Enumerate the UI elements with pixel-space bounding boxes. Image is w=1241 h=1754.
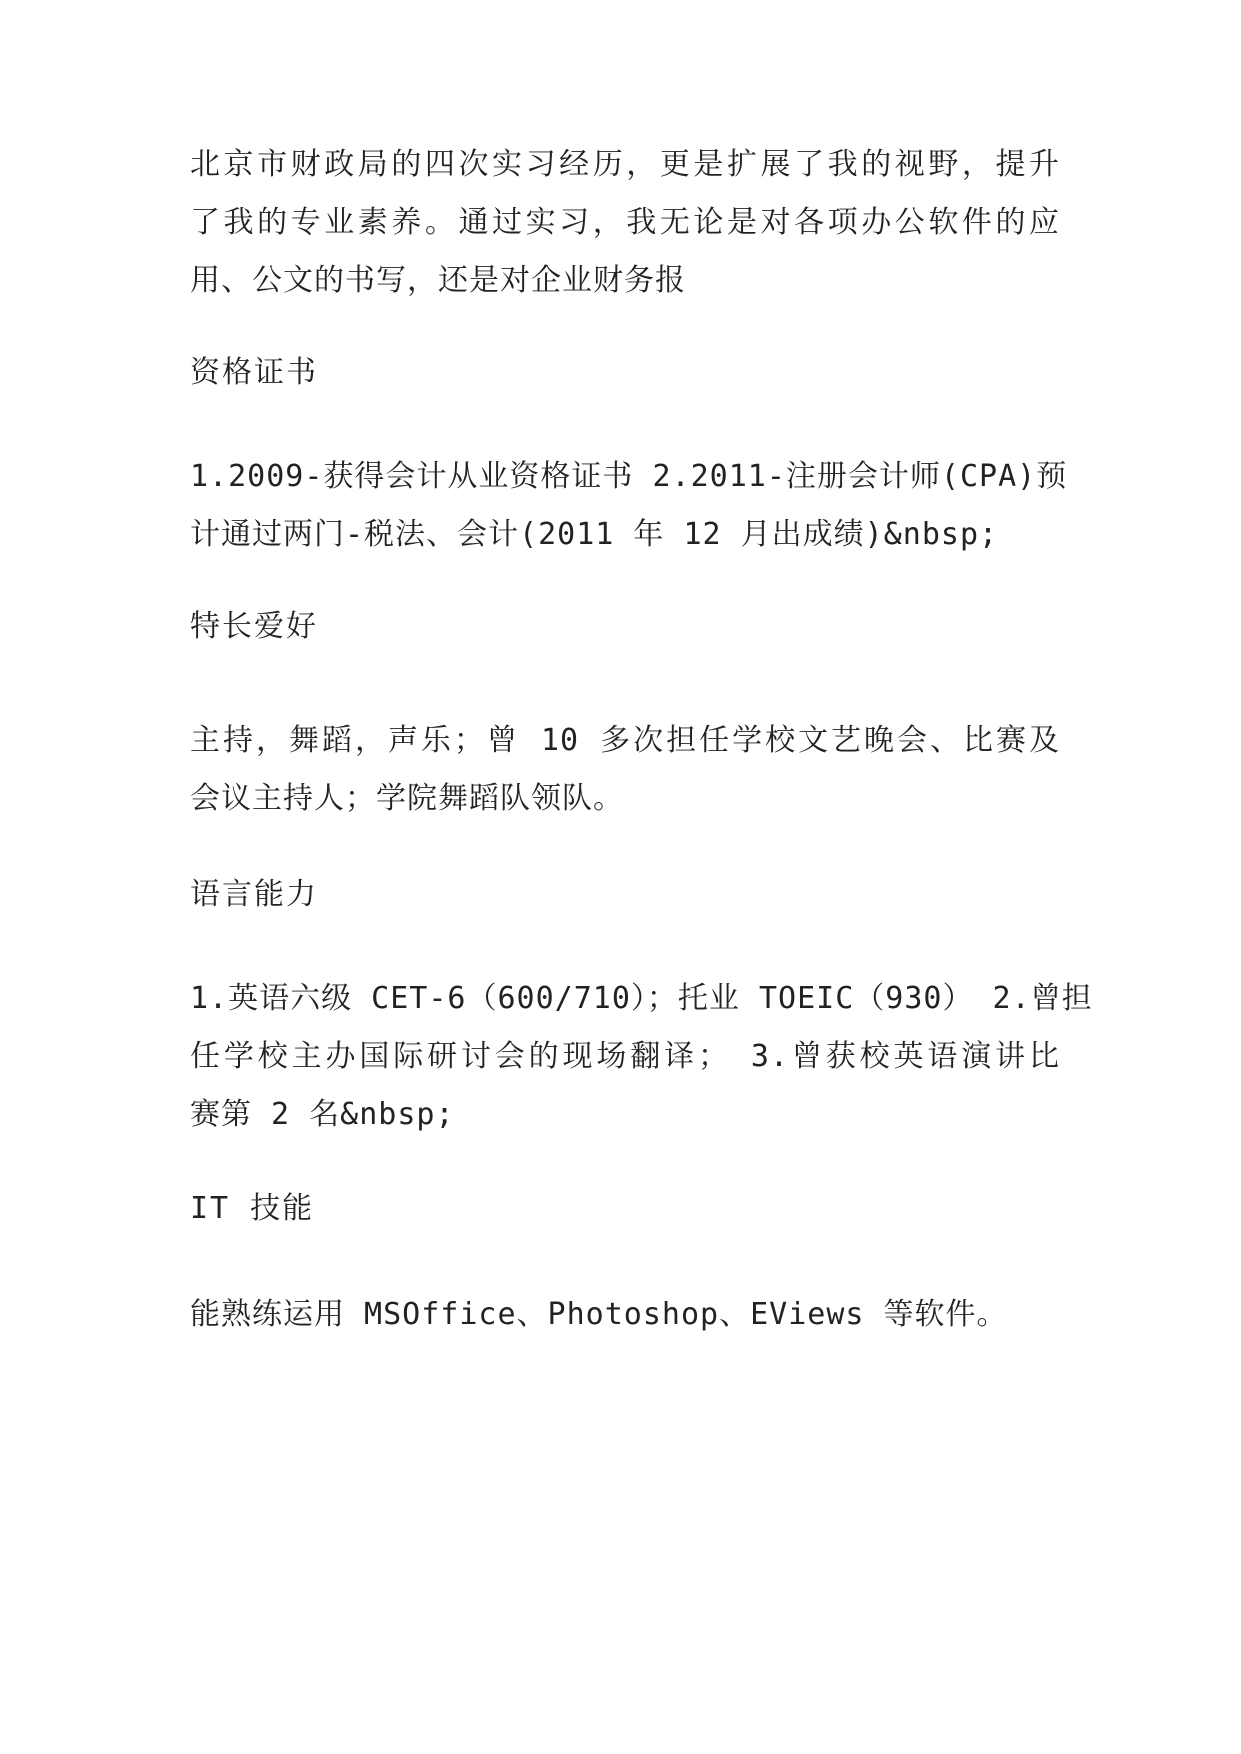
text-line: 主持，舞蹈，声乐；曾 10 多次担任学校文艺晚会、比赛及 — [190, 723, 1060, 758]
heading-language: 语言能力 — [190, 877, 318, 912]
text-line: 会议主持人；学院舞蹈队领队。 — [190, 781, 624, 816]
text-line: 北京市财政局的四次实习经历，更是扩展了我的视野，提升 — [190, 147, 1060, 182]
text-line: 1.2009-获得会计从业资格证书 2.2011-注册会计师(CPA)预 — [190, 459, 1068, 494]
heading-it-skills: IT 技能 — [190, 1191, 315, 1226]
text-line: 了我的专业素养。通过实习，我无论是对各项办公软件的应 — [190, 205, 1060, 240]
heading-hobbies: 特长爱好 — [190, 609, 318, 644]
language-paragraph — [190, 970, 1093, 1144]
text-line: 用、公文的书写，还是对企业财务报 — [190, 263, 686, 298]
it-skills-paragraph — [190, 1286, 1060, 1344]
certificates-paragraph — [190, 448, 1068, 564]
text-line: 任学校主办国际研讨会的现场翻译； 3.曾获校英语演讲比 — [190, 1039, 1060, 1074]
hobbies-paragraph — [190, 712, 1060, 828]
internship-paragraph — [190, 136, 1060, 310]
text-line: 能熟练运用 MSOffice、Photoshop、EViews 等软件。 — [190, 1297, 1008, 1332]
text-line: 1.英语六级 CET-6（600/710）；托业 TOEIC（930） 2.曾担 — [190, 981, 1093, 1016]
text-line: 赛第 2 名&nbsp; — [190, 1097, 455, 1132]
heading-certificates: 资格证书 — [190, 355, 318, 390]
text-line: 计通过两门-税法、会计(2011 年 12 月出成绩)&nbsp; — [190, 517, 999, 552]
